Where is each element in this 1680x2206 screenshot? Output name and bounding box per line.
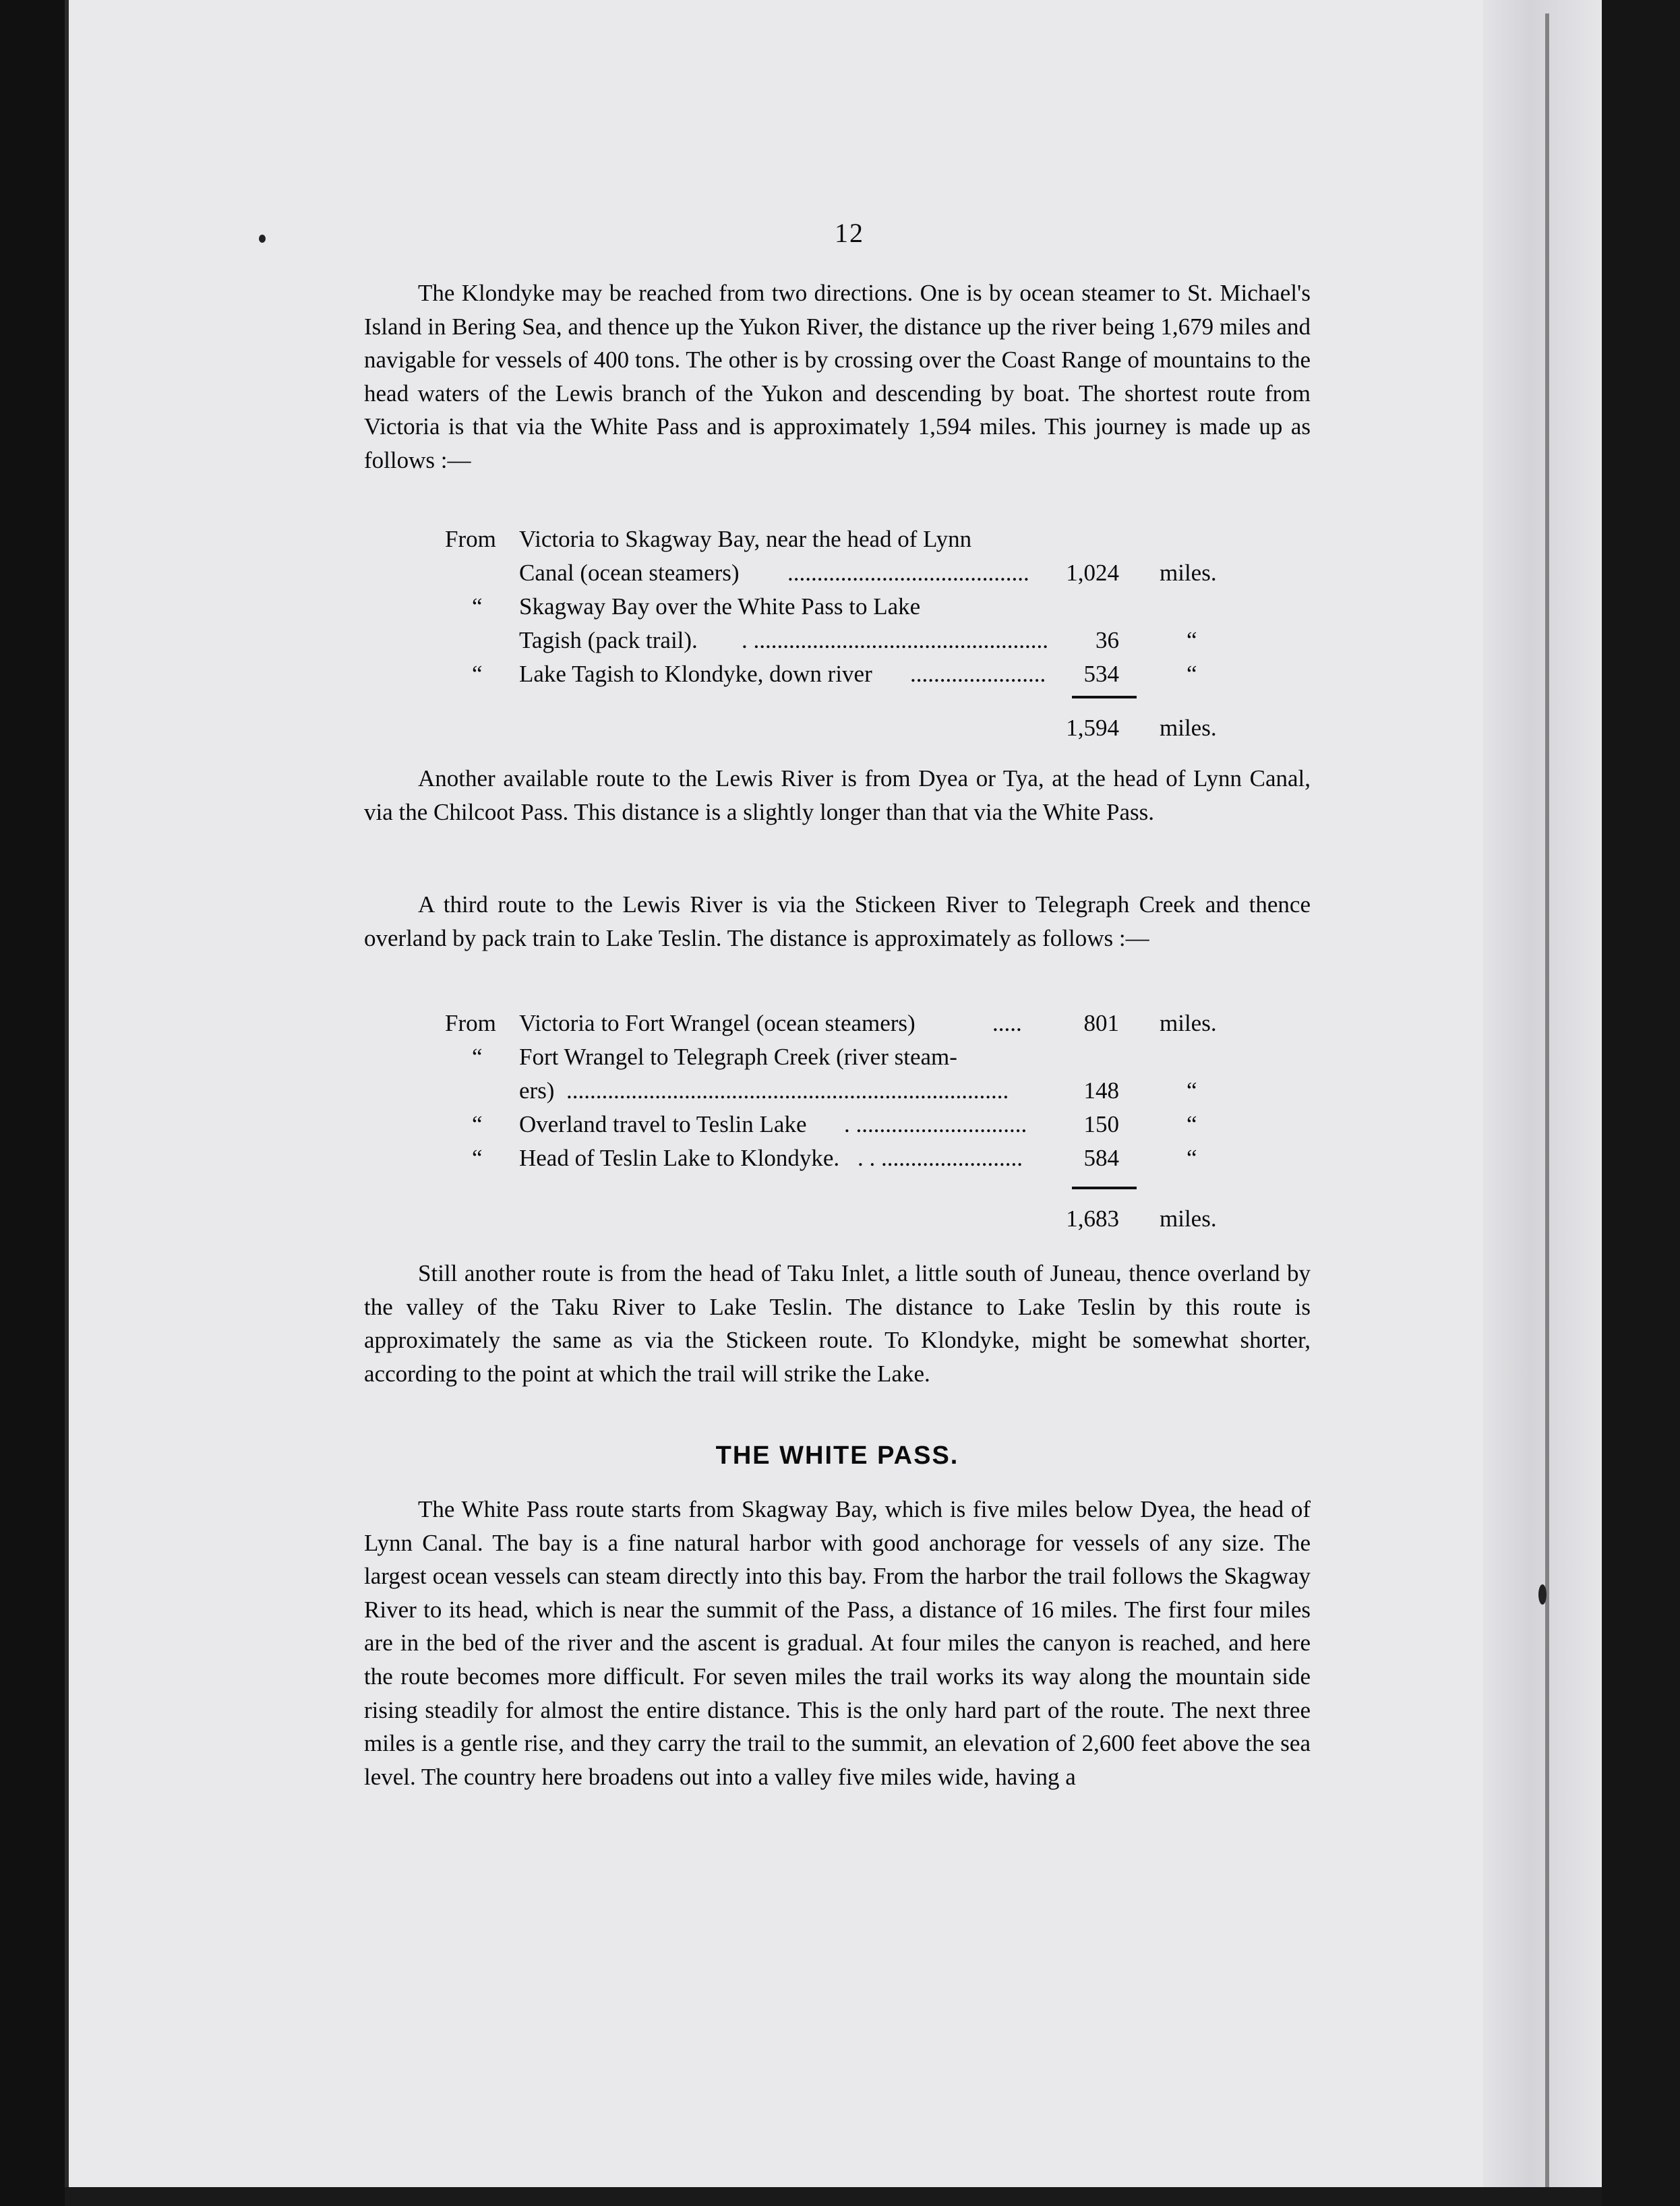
scan-speck xyxy=(1538,1584,1547,1605)
row-lead: “ xyxy=(472,1145,483,1171)
table-total-row xyxy=(445,715,1254,748)
table-row xyxy=(445,593,1254,627)
paragraph-dyea-route: Another available route to the Lewis River is from Dyea or Tya, at the head of Lynn Canal, via the Chilcoot Pass. This distance is a slightly longer than that via the White Pass. xyxy=(364,765,1311,825)
scan-speck xyxy=(259,235,266,243)
row-unit: miles. xyxy=(1160,1010,1217,1036)
table-row xyxy=(445,1044,1254,1077)
row-unit: “ xyxy=(1187,1077,1197,1104)
row-unit: “ xyxy=(1187,661,1197,687)
table-row xyxy=(445,1010,1254,1044)
row-lead: “ xyxy=(472,1111,483,1137)
leader-dots: . ............................. xyxy=(844,1111,1027,1137)
row-lead: “ xyxy=(472,1044,483,1070)
leader-dots: . .................................................. xyxy=(742,627,1048,653)
table-row xyxy=(445,526,1254,560)
total-unit: miles. xyxy=(1160,715,1217,741)
row-unit: miles. xyxy=(1160,560,1217,586)
row-text: Overland travel to Teslin Lake xyxy=(519,1111,807,1137)
row-text: Victoria to Skagway Bay, near the head of Lynn xyxy=(519,526,972,552)
row-value: 584 xyxy=(1083,1145,1119,1171)
row-text-continued: Canal (ocean steamers) xyxy=(519,560,740,586)
row-text: Head of Teslin Lake to Klondyke. xyxy=(519,1145,840,1171)
row-value: 150 xyxy=(1083,1111,1119,1137)
binding-line xyxy=(1545,13,1549,2191)
section-heading-white-pass: THE WHITE PASS. xyxy=(715,1441,959,1470)
sum-rule xyxy=(1072,1187,1137,1189)
table-row xyxy=(445,661,1254,694)
row-value: 534 xyxy=(1083,661,1119,687)
total-value: 1,683 xyxy=(1066,1205,1119,1232)
total-value: 1,594 xyxy=(1066,715,1119,741)
scan-border-bottom xyxy=(65,2187,1602,2206)
row-value: 36 xyxy=(1096,627,1119,653)
paragraph-taku-route: Still another route is from the head of Taku Inlet, a little south of Juneau, thence overland by the valley of the Taku River to Lake Teslin. The distance to Lake Teslin by this route is approximately the same as via the Stickeen route. To Klondyke, might be somewhat shorter, according to the point at which the trail will strike the Lake. xyxy=(364,1260,1311,1387)
row-lead: From xyxy=(445,1010,496,1036)
sum-rule xyxy=(1072,696,1137,698)
intro-paragraph: The Klondyke may be reached from two directions. One is by ocean steamer to St. Michael's Island in Bering Sea, and thence up the Yukon River, the distance up the river being 1,679 miles and navigable for vessels of 400 tons. The other is by crossing over the Coast Range of mountains to the head waters of the Lewis branch of the Yukon and descending by boat. The shortest route from Victoria is that via the White Pass and is approximately 1,594 miles. This journey is made up as follows :— xyxy=(364,280,1311,473)
row-text-continued: ers) xyxy=(519,1077,555,1104)
scan-border-right xyxy=(1602,0,1680,2206)
row-lead: From xyxy=(445,526,496,552)
table-row xyxy=(445,1077,1254,1111)
table-row xyxy=(445,1145,1254,1179)
page-number: 12 xyxy=(835,218,864,248)
total-unit: miles. xyxy=(1160,1205,1217,1232)
row-text: Fort Wrangel to Telegraph Creek (river steam- xyxy=(519,1044,957,1070)
row-lead: “ xyxy=(472,593,483,620)
paragraph-stickeen-route: A third route to the Lewis River is via the Stickeen River to Telegraph Creek and thence overland by pack train to Lake Teslin. The distance is approximately as follows :— xyxy=(364,891,1311,951)
row-unit: “ xyxy=(1187,1145,1197,1171)
row-text: Skagway Bay over the White Pass to Lake xyxy=(519,593,921,620)
row-lead: “ xyxy=(472,661,483,687)
page-fold-shadow xyxy=(1483,0,1602,2206)
leader-dots: ....................... xyxy=(910,661,1046,687)
leader-dots: ........................................................................... xyxy=(566,1077,1009,1104)
row-text-continued: Tagish (pack trail). xyxy=(519,627,698,653)
row-text: Lake Tagish to Klondyke, down river xyxy=(519,661,872,687)
leader-dots: . . ........................ xyxy=(858,1145,1023,1171)
row-unit: “ xyxy=(1187,627,1197,653)
table-row xyxy=(445,560,1254,593)
leader-dots: ......................................... xyxy=(787,560,1029,586)
row-text: Victoria to Fort Wrangel (ocean steamers) xyxy=(519,1010,916,1036)
table-row xyxy=(445,627,1254,661)
paragraph-white-pass: The White Pass route starts from Skagway Bay, which is five miles below Dyea, the head of Lynn Canal. The bay is a fine natural harbor with good anchorage for vessels of any size. The largest ocean vessels can steam directly into this bay. From the harbor the trail follows the Skagway River to its head, which is near the summit of the Pass, a distance of 16 miles. The first four miles are in the bed of the river and the ascent is gradual. At four miles the canyon is reached, and here the route becomes more difficult. For seven miles the trail works its way along the mountain side rising steadily for almost the entire distance. This is the only hard part of the route. The next three miles is a gentle rise, and they carry the trail to the summit, an elevation of 2,600 feet above the sea level. The country here broadens out into a valley five miles wide, having a xyxy=(364,1496,1311,1790)
row-value: 801 xyxy=(1083,1010,1119,1036)
row-value: 148 xyxy=(1083,1077,1119,1104)
table-total-row xyxy=(445,1205,1254,1239)
leader-dots: ..... xyxy=(992,1010,1022,1036)
table-row xyxy=(445,1111,1254,1145)
row-unit: “ xyxy=(1187,1111,1197,1137)
row-value: 1,024 xyxy=(1066,560,1119,586)
